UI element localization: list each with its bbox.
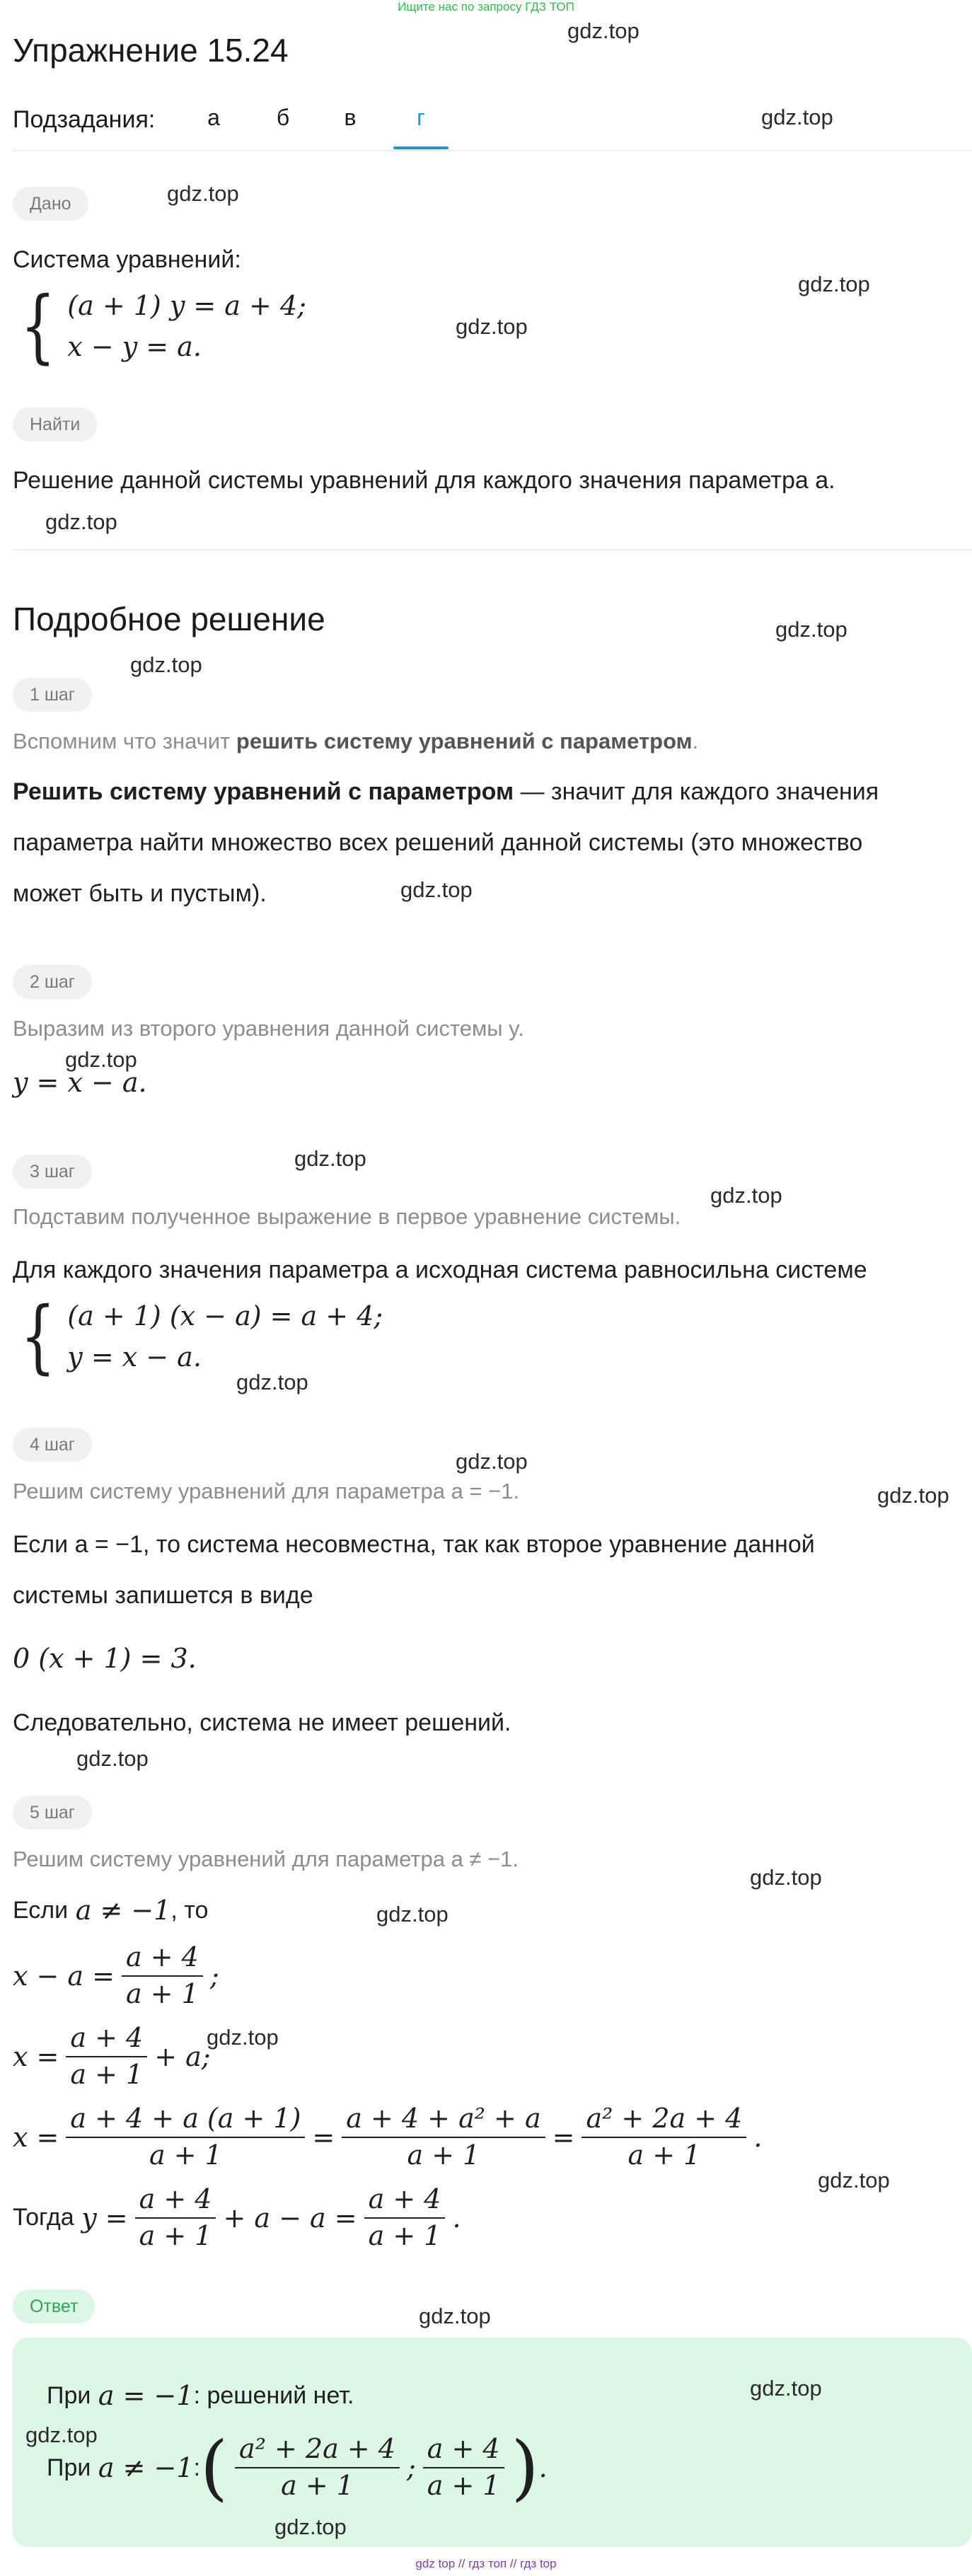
- page-title: Упражнение 15.24: [13, 32, 289, 69]
- step2-equation: y = x − a.: [13, 1067, 147, 1098]
- given-pill: Дано: [13, 187, 88, 221]
- watermark: gdz.top: [207, 2025, 279, 2050]
- step3-eq2: y = x − a.: [67, 1341, 202, 1373]
- watermark: gdz.top: [274, 2514, 347, 2539]
- footer-links[interactable]: gdz top // гдз топ // гдз top: [415, 2557, 557, 2570]
- given-eq1: (a + 1) y = a + 4;: [67, 290, 306, 321]
- step5-eq2: x = $\frac{a + 4}{a + 1}$ + a;: [13, 2022, 211, 2090]
- watermark: gdz.top: [456, 314, 528, 339]
- tabs-divider: [13, 150, 972, 151]
- watermark: gdz.top: [567, 18, 640, 43]
- solution-title: Подробное решение: [13, 601, 325, 637]
- tab-g[interactable]: г: [417, 105, 425, 130]
- brace-icon: {: [20, 280, 56, 372]
- step4-line1: Если a = −1, то система несовместна, так как второе уравнение данной: [13, 1531, 815, 1558]
- watermark: gdz.top: [761, 105, 833, 129]
- watermark: gdz.top: [456, 1449, 528, 1474]
- find-text: Решение данной системы уравнений для каждого значения параметра a.: [13, 467, 835, 494]
- given-eq2: x − y = a.: [67, 331, 202, 362]
- watermark: gdz.top: [294, 1146, 366, 1171]
- right-paren-icon: ): [511, 2426, 539, 2509]
- step5-pill: 5 шаг: [13, 1796, 92, 1830]
- section-divider: [13, 549, 972, 550]
- step4-conclusion: Следовательно, система не имеет решений.: [13, 1709, 511, 1736]
- watermark: gdz.top: [750, 1865, 822, 1890]
- step4-pill: 4 шаг: [13, 1428, 92, 1462]
- watermark: gdz.top: [798, 272, 870, 296]
- step4-line2: системы запишется в виде: [13, 1582, 313, 1609]
- step1-definition-line3: может быть и пустым).: [13, 880, 267, 907]
- watermark: gdz.top: [750, 2376, 822, 2401]
- step4-hint: Решим систему уравнений для параметра a = −1.: [13, 1479, 520, 1503]
- tab-b[interactable]: б: [276, 105, 290, 130]
- subtasks-label: Подзадания:: [13, 106, 156, 133]
- answer-line1: При a = −1 : решений нет.: [47, 2380, 354, 2411]
- watermark: gdz.top: [45, 509, 117, 534]
- watermark: gdz.top: [818, 2168, 890, 2193]
- step3-eq1: (a + 1) (x − a) = a + 4;: [67, 1300, 383, 1332]
- watermark: gdz.top: [400, 877, 473, 902]
- step1-definition-line2: параметра найти множество всех решений данной системы (это множество: [13, 829, 863, 856]
- watermark: gdz.top: [167, 181, 239, 206]
- top-banner: Ищите нас по запросу ГДЗ ТОП: [398, 0, 574, 13]
- left-paren-icon: (: [200, 2426, 228, 2509]
- watermark: gdz.top: [25, 2422, 98, 2447]
- watermark: gdz.top: [877, 1483, 949, 1508]
- step5-eq3: x = $\frac{a + 4 + a (a + 1)}{a + 1}$ = $\frac{\text{a + 4 + a² + a}}{a + 1}$ = $\frac{\text{a² + 2a + 4}}{a + 1}$ .: [13, 2103, 763, 2171]
- step1-pill: 1 шаг: [13, 678, 92, 712]
- given-system: [13, 280, 306, 372]
- step5-condition: Если a ≠ −1 , то: [13, 1895, 209, 1926]
- watermark: gdz.top: [65, 1047, 137, 1072]
- watermark: gdz.top: [130, 652, 202, 677]
- answer-line2: При a ≠ −1 : ( $\frac{\text{a² + 2a + 4}}{a + 1}$ ; $\frac{a + 4}{a + 1}$ ) .: [47, 2426, 548, 2509]
- watermark: gdz.top: [376, 1902, 449, 1927]
- step4-equation: 0 (x + 1) = 3.: [13, 1643, 197, 1674]
- watermark: gdz.top: [775, 617, 847, 642]
- step5-then: Тогда y = $\frac{a + 4}{a + 1}$ + a − a = $\frac{a + 4}{a + 1}$ .: [13, 2183, 461, 2251]
- given-intro: Система уравнений:: [13, 246, 241, 273]
- step2-pill: 2 шаг: [13, 965, 92, 999]
- step2-hint: Выразим из второго уравнения данной системы y.: [13, 1016, 524, 1041]
- active-tab-indicator: [393, 146, 449, 149]
- watermark: gdz.top: [710, 1183, 782, 1208]
- step5-eq1: x − a = $\frac{a + 4}{a + 1}$ ;: [13, 1941, 219, 2009]
- brace-icon: {: [20, 1290, 56, 1382]
- step1-definition-line1: Решить систему уравнений с параметром — значит для каждого значения: [13, 778, 879, 805]
- watermark: gdz.top: [76, 1746, 149, 1771]
- step3-text: Для каждого значения параметра a исходная система равносильна системе: [13, 1257, 867, 1283]
- step5-hint: Решим систему уравнений для параметра a ≠ −1.: [13, 1847, 519, 1871]
- answer-pill: Ответ: [13, 2289, 95, 2323]
- watermark: gdz.top: [419, 2304, 491, 2328]
- tab-v[interactable]: в: [344, 105, 357, 130]
- watermark: gdz.top: [236, 1370, 308, 1394]
- step1-hint: Вспомним что значит решить систему уравнений с параметром.: [13, 729, 699, 753]
- step3-pill: 3 шаг: [13, 1155, 92, 1189]
- tab-a[interactable]: а: [207, 105, 220, 130]
- step3-hint: Подставим полученное выражение в первое уравнение системы.: [13, 1204, 681, 1229]
- find-pill: Найти: [13, 408, 97, 441]
